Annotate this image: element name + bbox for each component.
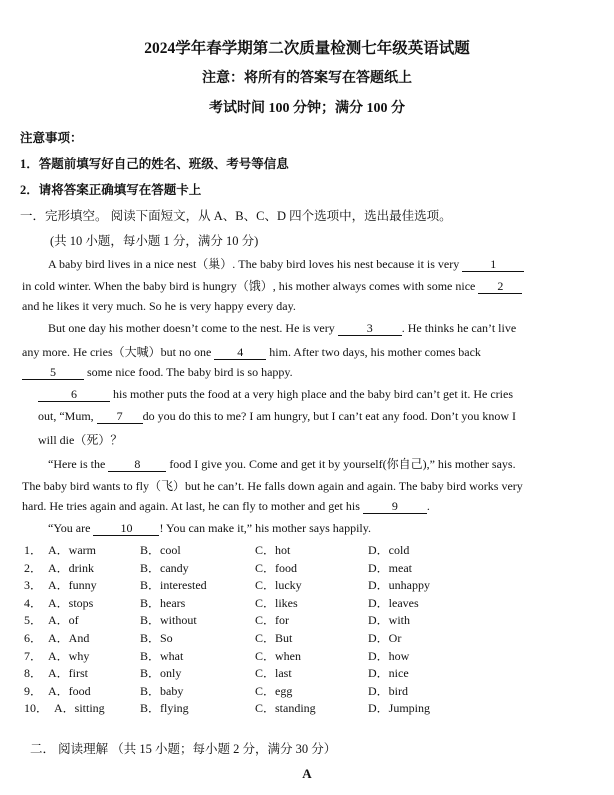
option-number: 6． <box>24 631 43 645</box>
passage-line <box>22 499 430 514</box>
passage-text: any more. He cries（大喊）but no one <box>22 345 212 359</box>
option-b: B．baby <box>140 683 184 698</box>
passage-line: will die（死）？ <box>38 433 123 447</box>
blank-3: 3 <box>338 322 402 336</box>
blank-9: 9 <box>363 500 427 514</box>
option-c: C．egg <box>255 683 293 698</box>
passage-text: But one day his mother doesn’t come to the nest. He is very <box>48 321 335 335</box>
option-number: 2． <box>24 560 43 575</box>
option-d: D．bird <box>368 683 408 698</box>
passage-text: “Here is the <box>48 457 106 471</box>
passage-text: “You are <box>48 521 91 535</box>
option-b: B．interested <box>140 578 207 593</box>
option-a: A．drink <box>48 560 94 575</box>
passage-text: ! You can make it,” his mother says happily. <box>159 521 371 535</box>
passage-text: him. After two days, his mother comes back <box>269 345 481 359</box>
option-d: D．Or <box>368 631 402 645</box>
option-d: D．unhappy <box>368 578 430 593</box>
blank-7: 7 <box>97 410 143 424</box>
option-number: 5． <box>24 613 43 628</box>
option-a: A．of <box>48 613 79 628</box>
option-d: D．Jumping <box>368 701 431 716</box>
option-b: B．what <box>140 648 184 663</box>
exam-time: 考试时间 100 分钟；满分 100 分 <box>209 101 405 116</box>
passage-text: . He thinks he can’t live <box>401 321 517 335</box>
blank-2: 2 <box>478 280 522 294</box>
option-d: D．nice <box>368 666 409 681</box>
passage-text: his mother puts the food at a very high place and the baby bird can’t get it. He cries <box>113 387 513 401</box>
option-c: C．hot <box>255 543 291 557</box>
option-c: C．lucky <box>255 578 302 593</box>
option-c: C．when <box>255 648 301 663</box>
option-a: A．first <box>48 666 88 681</box>
option-a: A．stops <box>48 595 94 610</box>
passage-text: in cold winter. When the baby bird is hungry（饿）, his mother always comes with some nice <box>22 279 476 293</box>
option-c: C．food <box>255 560 298 575</box>
section1-title: 一．完形填空。 阅读下面短文，从 A、B、C、D 四个选项中，选出最佳选项。 <box>20 209 452 223</box>
option-number: 4． <box>24 595 43 610</box>
passage-line <box>48 521 371 536</box>
passage-line <box>48 321 516 336</box>
option-number: 10． <box>24 701 49 716</box>
option-d: D．leaves <box>368 595 419 610</box>
passage-line <box>22 277 522 294</box>
blank-6: 6 <box>38 388 110 402</box>
option-d: D．with <box>368 613 411 628</box>
passage-line <box>22 365 293 380</box>
option-d: D．how <box>368 648 410 663</box>
section2-part-label: A <box>302 766 312 781</box>
passage-line <box>48 255 524 272</box>
passage-text: some nice food. The baby bird is so happy. <box>87 365 293 379</box>
note-item: 1．答题前填写好自己的姓名、班级、考号等信息 <box>20 157 289 171</box>
passage-line <box>38 409 516 424</box>
passage-line: and he likes it very much. So he is very happy every day. <box>22 299 296 313</box>
blank-5: 5 <box>22 366 84 380</box>
option-b: B．cool <box>140 543 181 557</box>
passage-line <box>38 387 513 402</box>
note-item: 2．请将答案正确填写在答题卡上 <box>20 183 202 197</box>
passage-text: food I give you. Come and get it by yourself(你自己),” his mother says. <box>169 457 516 471</box>
passage-text: . <box>426 499 430 513</box>
page-title: 2024学年春学期第二次质量检测七年级英语试题 <box>144 40 470 57</box>
answer-notice: 注意：将所有的答案写在答题纸上 <box>202 71 412 86</box>
blank-1: 1 <box>462 258 524 272</box>
option-a: A．sitting <box>54 701 105 716</box>
option-number: 3． <box>24 578 43 593</box>
option-c: C．But <box>255 631 293 645</box>
option-a: A．warm <box>48 543 96 557</box>
blank-10: 10 <box>93 522 159 536</box>
passage-line <box>22 343 481 360</box>
option-a: A．funny <box>48 578 97 593</box>
passage-text: hard. He tries again and again. At last, he can fly to mother and get his <box>22 499 360 513</box>
option-d: D．cold <box>368 543 410 557</box>
option-number: 9． <box>24 683 43 698</box>
option-b: B．without <box>140 613 197 628</box>
blank-8: 8 <box>108 458 166 472</box>
option-d: D．meat <box>368 560 412 575</box>
option-number: 7． <box>24 648 43 663</box>
option-b: B．hears <box>140 595 186 610</box>
option-c: C．for <box>255 613 289 628</box>
passage-line: The baby bird wants to fly（飞）but he can’t. He falls down again and again. The baby bird works very <box>22 479 523 493</box>
passage-text: out, “Mum, <box>38 409 94 423</box>
notes-heading: 注意事项： <box>20 131 83 145</box>
option-a: A．And <box>48 631 90 645</box>
option-c: C．last <box>255 666 292 681</box>
option-a: A．food <box>48 683 91 698</box>
passage-text: A baby bird lives in a nice nest（巢）. The baby bird loves his nest because it is very <box>48 257 460 271</box>
option-b: B．only <box>140 666 182 681</box>
section2-title: 二． 阅读理解 （共 15 小题；每小题 2 分，满分 30 分） <box>30 742 337 756</box>
option-b: B．candy <box>140 560 189 575</box>
option-c: C．likes <box>255 595 298 610</box>
passage-text: do you do this to me? I am hungry, but I can’t eat any food. Don’t you know I <box>142 409 517 423</box>
option-b: B．So <box>140 631 173 645</box>
option-a: A．why <box>48 648 90 663</box>
section1-subtitle: (共 10 小题，每小题 1 分，满分 10 分) <box>50 234 259 248</box>
option-b: B．flying <box>140 701 189 716</box>
option-number: 1． <box>24 543 43 557</box>
passage-line <box>48 455 516 472</box>
blank-4: 4 <box>214 346 266 360</box>
option-number: 8． <box>24 666 43 681</box>
option-c: C．standing <box>255 701 316 716</box>
